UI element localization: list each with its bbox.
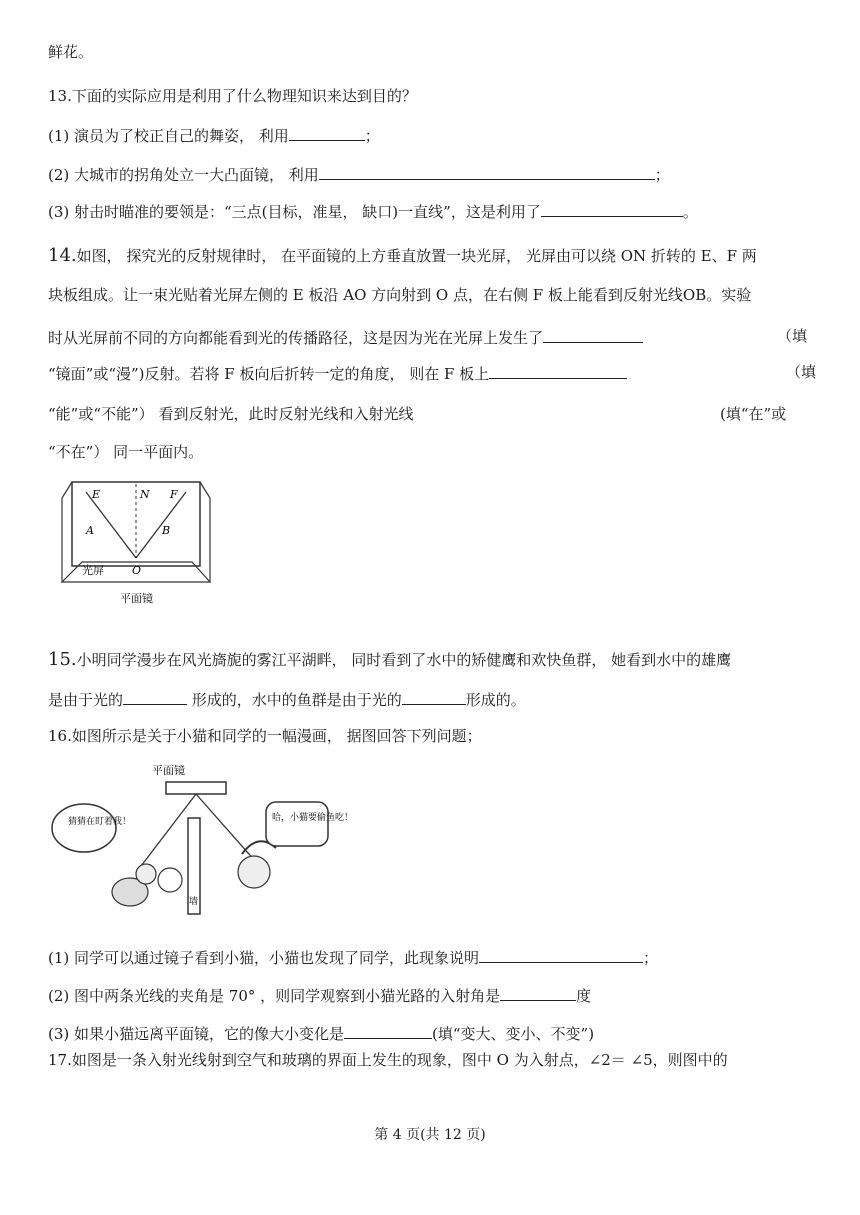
- answer-blank[interactable]: [123, 688, 187, 705]
- q14-line-5: “能”或“不能”） 看到反射光，此时反射光线和入射光线: [48, 405, 414, 423]
- label-screen: 光屏: [82, 564, 104, 577]
- answer-blank[interactable]: [500, 984, 576, 1001]
- q17-line-1: 17.如图是一条入射光线射到空气和玻璃的界面上发生的现象，图中 O 为入射点，∠2＝ ∠5，则图中的: [48, 1051, 728, 1069]
- q15-line-2: 是由于光的 形成的，水中的鱼群是由于光的 形成的。: [48, 688, 526, 710]
- q13-item-2: (2) 大城市的拐角处立一大凸面镜， 利用 ；: [48, 163, 670, 185]
- q15-line-1: 15.小明同学漫步在风光旖旎的雾江平湖畔， 同时看到了水中的矫健鹰和欢快鱼群， 她看到水中的雄鹰: [48, 649, 732, 670]
- label-mirror: 平面镜: [120, 592, 153, 605]
- bubble-left-text: 猜猜在盯着我！: [68, 817, 132, 827]
- label-a: A: [86, 524, 94, 537]
- q13-item-3: (3) 射击时瞄准的要领是：“三点(目标，准星， 缺口)一直线”，这是利用了 。: [48, 200, 698, 222]
- reflection-experiment-figure: [56, 478, 216, 610]
- answer-blank[interactable]: [543, 326, 643, 343]
- answer-blank[interactable]: [479, 946, 643, 963]
- q13-item-1: (1) 演员为了校正自己的舞姿， 利用 ；: [48, 124, 380, 146]
- label-wall: 墙: [189, 897, 199, 907]
- label-b: B: [162, 524, 171, 537]
- q16-item-3: (3) 如果小猫远离平面镜，它的像大小变化是 (填“变大、变小、不变”): [48, 1022, 594, 1044]
- label-o: O: [132, 564, 142, 577]
- label-f: F: [170, 488, 178, 501]
- answer-blank[interactable]: [289, 124, 365, 141]
- q14-line-1: 14.如图， 探究光的反射规律时， 在平面镜的上方垂直放置一块光屏， 光屏由可以绕 ON 折转的 E、F 两: [48, 245, 757, 266]
- q16-item-2: (2) 图中两条光线的夹角是 70° ，则同学观察到小猫光路的入射角是 度: [48, 984, 591, 1006]
- q14-fill-hint-2: （填: [786, 363, 817, 381]
- page-footer: 第 4 页(共 12 页): [374, 1127, 486, 1143]
- label-mirror: 平面镜: [152, 764, 185, 777]
- q14-fill-hint-1: （填: [777, 327, 808, 345]
- q14-line-3: 时从光屏前不同的方向都能看到光的传播路径，这是因为光在光屏上发生了: [48, 326, 643, 348]
- cat-cartoon-figure: [46, 762, 354, 920]
- bubble-right-text: 哈，小猫要偷鱼吃！: [272, 813, 354, 823]
- q16-item-1: (1) 同学可以通过镜子看到小猫，小猫也发现了同学，此现象说明 ；: [48, 946, 658, 968]
- question-number: 14.: [48, 245, 77, 266]
- question-number: 15.: [48, 649, 77, 670]
- svg-text:猜猜在盯着我！: [68, 815, 131, 827]
- answer-blank[interactable]: [402, 688, 466, 705]
- answer-blank[interactable]: [489, 362, 627, 379]
- q14-fill-hint-3: (填“在”或: [720, 405, 787, 423]
- answer-blank[interactable]: [344, 1022, 432, 1039]
- q14-line-4: “镜面”或“漫”)反射。若将 F 板向后折转一定的角度， 则在 F 板上: [48, 362, 627, 384]
- label-e: E: [92, 488, 101, 501]
- q16-stem: 16.如图所示是关于小猫和同学的一幅漫画， 据图回答下列问题；: [48, 727, 482, 745]
- answer-blank[interactable]: [541, 200, 683, 217]
- q13-stem: 13.下面的实际应用是利用了什么物理知识来达到目的？: [48, 87, 417, 105]
- continued-text: 鲜花。: [48, 43, 94, 61]
- label-n: N: [140, 488, 150, 501]
- q14-line-2: 块板组成。让一束光贴着光屏左侧的 E 板沿 AO 方向射到 O 点，在右侧 F 板上能看到反射光线OB。实验: [48, 286, 752, 304]
- q14-line-6: “不在”） 同一平面内。: [48, 443, 204, 461]
- answer-blank[interactable]: [319, 163, 655, 180]
